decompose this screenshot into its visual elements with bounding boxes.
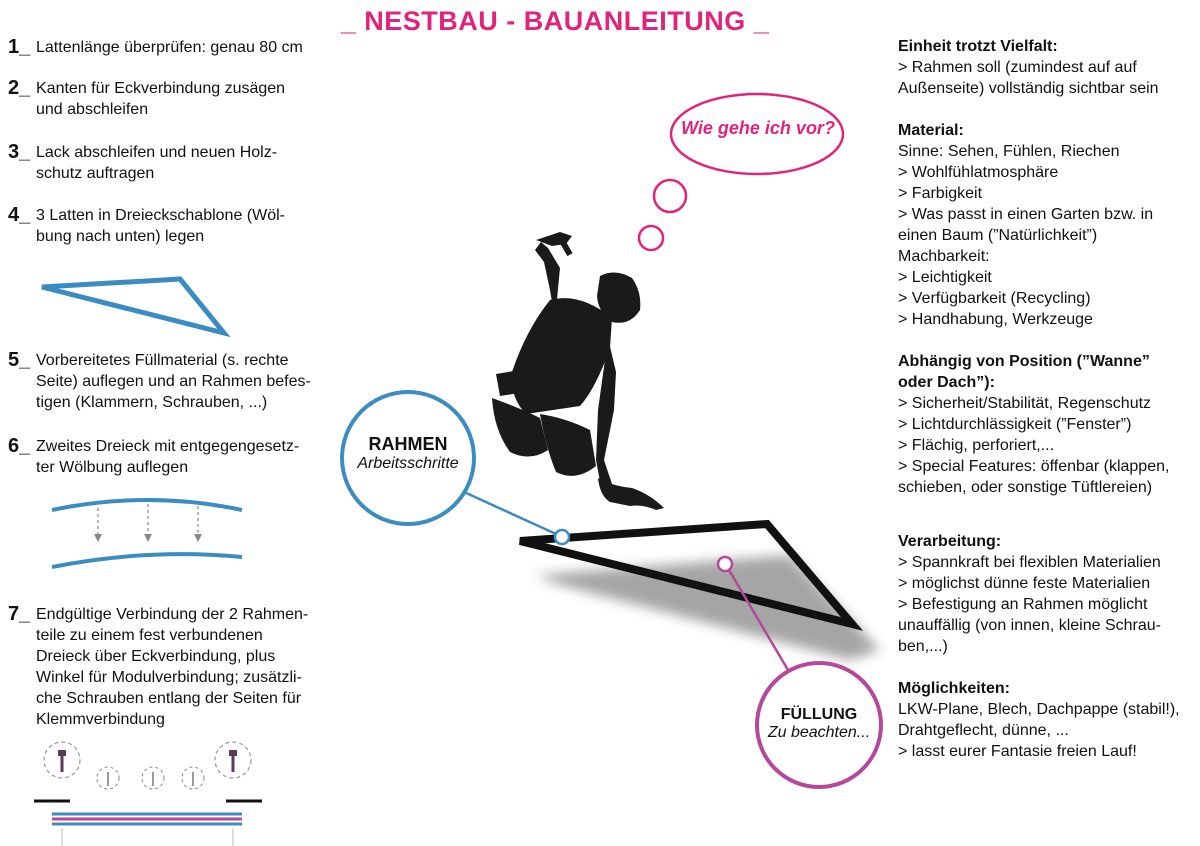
- step-text: Zweites Dreieck mit entgegengesetz- ter Wölbung auflegen: [36, 438, 300, 476]
- step-text: Lattenlänge überprüfen: genau 80 cm: [36, 39, 303, 56]
- step-text: Vorbereitetes Füllmaterial (s. rechte Seite) auflegen und an Rahmen befes- tigen (Klammern, Schrauben, ...): [36, 352, 311, 411]
- section-line: > Was passt in einen Garten bzw. in: [898, 206, 1154, 223]
- fuellung-title: FÜLLUNG: [780, 706, 858, 723]
- section-line: > Farbigkeit: [898, 185, 983, 202]
- step-number: 3_: [8, 141, 31, 163]
- section-moeglichkeiten: [898, 678, 1198, 762]
- fuellung-anchor: [718, 557, 732, 571]
- section-line: Außenseite) vollständig sichtbar sein: [898, 80, 1159, 97]
- section-line: > Befestigung an Rahmen möglicht: [898, 596, 1148, 613]
- down-arrows: [98, 504, 198, 536]
- fuellung-label: [757, 706, 881, 742]
- section-line: > Verfügbarkeit (Recycling): [898, 290, 1091, 307]
- step-number: 2_: [8, 77, 31, 99]
- section-line: > Leichtigkeit: [898, 269, 992, 286]
- rahmen-connector: [464, 492, 556, 534]
- lower-curved-lath: [52, 554, 242, 567]
- section-line: ben,...): [898, 638, 948, 655]
- step-number: 1_: [8, 36, 31, 58]
- step-text: Kanten für Eckverbindung zusägen und abschleifen: [36, 80, 286, 118]
- section-line: LKW-Plane, Blech, Dachpappe (stabil!),: [898, 701, 1180, 718]
- section-heading: Material:: [898, 122, 964, 139]
- section-line: > Spannkraft bei flexiblen Materialien: [898, 554, 1161, 571]
- section-position: [898, 351, 1198, 498]
- section-material: [898, 120, 1198, 330]
- step-text: 3 Latten in Dreieckschablone (Wöl- bung nach unten) legen: [36, 207, 286, 245]
- section-heading: Möglichkeiten:: [898, 680, 1011, 697]
- section-line: > Special Features: öffenbar (klappen,: [898, 458, 1170, 475]
- section-heading: Einheit trotzt Vielfalt:: [898, 38, 1058, 55]
- section-line: schieben, oder sonstige Tüftlereien): [898, 479, 1153, 496]
- section-einheit: [898, 36, 1198, 99]
- rahmen-label: [342, 434, 474, 473]
- section-line: > Handhabung, Werkzeuge: [898, 311, 1093, 328]
- section-line: Drahtgeflecht, dünne, ...: [898, 722, 1069, 739]
- step-number: 7_: [8, 603, 31, 625]
- step-text: Endgültige Verbindung der 2 Rahmen- teile zu einem fest verbundenen Dreieck über Eckverbindung, plus Winkel für Modulverbindung; zusätzli- che Schrauben entlang der Seiten für Klemmverbindung: [36, 606, 309, 728]
- worker-silhouette: [492, 232, 664, 510]
- section-line: > Lichtdurchlässigkeit (”Fenster”): [898, 416, 1132, 433]
- section-line: Machbarkeit:: [898, 248, 990, 265]
- section-heading: Verarbeitung:: [898, 533, 1002, 550]
- section-line: > Wohlfühlatmosphäre: [898, 164, 1059, 181]
- upper-curved-lath: [52, 500, 242, 510]
- step-number: 5_: [8, 349, 31, 371]
- step-number: 6_: [8, 435, 31, 457]
- fuellung-subtitle: Zu beachten...: [767, 724, 871, 741]
- rahmen-anchor: [555, 530, 569, 544]
- considerations-column: [898, 36, 1198, 783]
- section-line: > Sicherheit/Stabilität, Regenschutz: [898, 395, 1152, 412]
- thought-bubble-text: Wie gehe ich vor?: [681, 118, 835, 138]
- section-line: > lasst eurer Fantasie freien Lauf!: [898, 743, 1137, 760]
- frame-shadow: [535, 555, 880, 660]
- template-triangle: [42, 279, 224, 333]
- section-line: einen Baum (”Natürlichkeit”): [898, 227, 1098, 244]
- rahmen-title: RAHMEN: [368, 434, 448, 454]
- section-line: Sinne: Sehen, Fühlen, Riechen: [898, 143, 1120, 160]
- assembly-sketch: [34, 742, 262, 846]
- section-line: > möglichst dünne feste Materialien: [898, 575, 1151, 592]
- page-title: _ NESTBAU - BAUANLEITUNG _: [340, 6, 770, 36]
- thought-dot-large: [654, 180, 686, 212]
- section-line: unauffällig (von innen, kleine Schrau-: [898, 617, 1161, 634]
- step-text: Lack abschleifen und neuen Holz- schutz auftragen: [36, 144, 278, 182]
- thought-dot-small: [639, 226, 663, 250]
- step-number: 4_: [8, 204, 31, 226]
- rahmen-subtitle: Arbeitsschritte: [357, 455, 459, 472]
- section-verarbeitung: [898, 531, 1198, 657]
- section-heading: Abhängig von Position (”Wanne” oder Dach”):: [898, 353, 1150, 391]
- section-line: > Flächig, perforiert,...: [898, 437, 1055, 454]
- section-line: > Rahmen soll (zumindest auf auf: [898, 59, 1137, 76]
